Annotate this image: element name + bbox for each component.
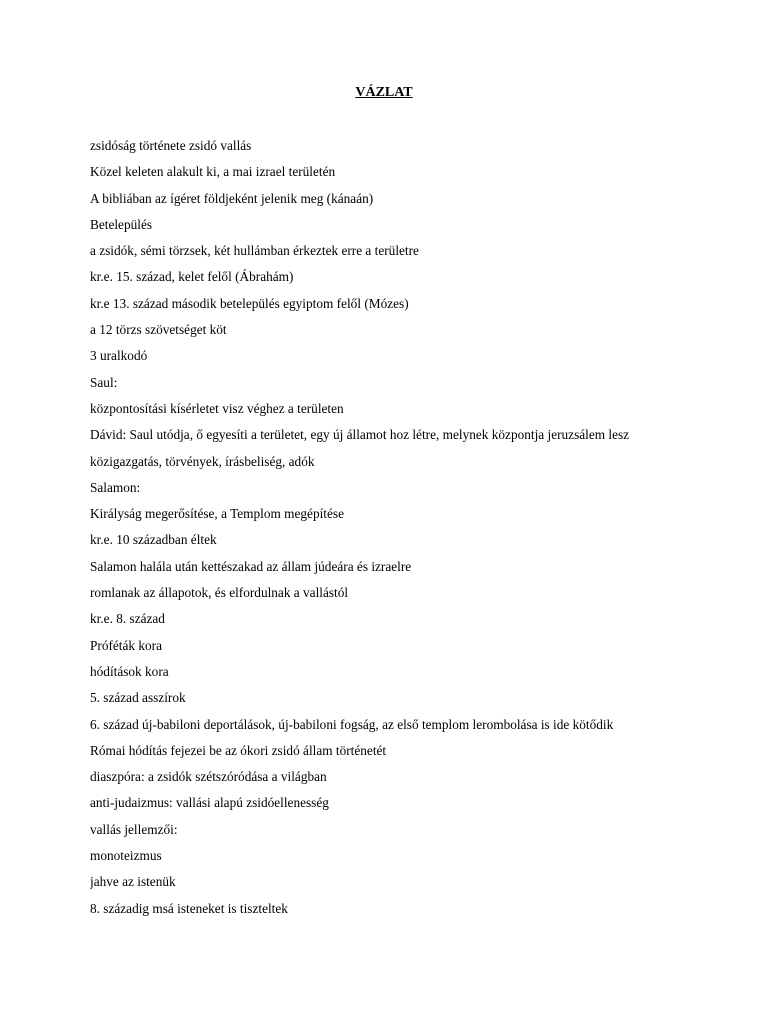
text-line: kr.e. 8. század (90, 611, 165, 627)
text-line: Királyság megerősítése, a Templom megépítése (90, 506, 344, 522)
document-body (90, 137, 750, 926)
text-line: monoteizmus (90, 848, 162, 864)
text-line: 3 uralkodó (90, 348, 148, 364)
text-line: Saul: (90, 374, 118, 390)
text-line: jahve az istenük (90, 874, 176, 890)
text-line: hódítások kora (90, 663, 169, 679)
text-line: kr.e. 15. század, kelet felől (Ábrahám) (90, 269, 294, 285)
text-line: 8. századig msá isteneket is tiszteltek (90, 900, 288, 916)
text-line: vallás jellemzői: (90, 821, 178, 837)
text-line: kr.e. 10 században éltek (90, 532, 217, 548)
text-line: Közel keleten alakult ki, a mai izrael területén (90, 164, 336, 180)
text-line: anti-judaizmus: vallási alapú zsidóellenesség (90, 795, 329, 811)
text-line: a zsidók, sémi törzsek, két hullámban érkeztek erre a területre (90, 243, 419, 259)
text-line: Dávid: Saul utódja, ő egyesíti a területet, egy új államot hoz létre, melynek központja jeruzsálem lesz (90, 427, 630, 443)
text-line: Betelepülés (90, 216, 153, 232)
text-line: közigazgatás, törvények, írásbeliség, adók (90, 453, 315, 469)
text-line: központosítási kísérletet visz véghez a területen (90, 400, 344, 416)
text-line: Próféták kora (90, 637, 162, 653)
text-line: Salamon: (90, 479, 141, 495)
document-title: VÁZLAT (355, 85, 413, 100)
text-line: A bibliában az ígéret földjeként jelenik meg (kánaán) (90, 190, 374, 206)
text-line: 6. század új-babiloni deportálások, új-babiloni fogság, az első templom lerombolása is ide kötődik (90, 716, 614, 732)
text-line: 5. század asszírok (90, 690, 186, 706)
text-line: Salamon halála után kettészakad az állam júdeára és izraelre (90, 558, 412, 574)
text-line: diaszpóra: a zsidók szétszóródása a világban (90, 769, 327, 785)
text-line: Római hódítás fejezei be az ókori zsidó állam történetét (90, 742, 387, 758)
text-line: zsidóság története zsidó vallás (90, 138, 252, 153)
text-line: romlanak az állapotok, és elfordulnak a vallástól (90, 585, 349, 601)
text-line: a 12 törzs szövetséget köt (90, 322, 227, 338)
text-line: kr.e 13. század második betelepülés egyiptom felől (Mózes) (90, 295, 409, 311)
